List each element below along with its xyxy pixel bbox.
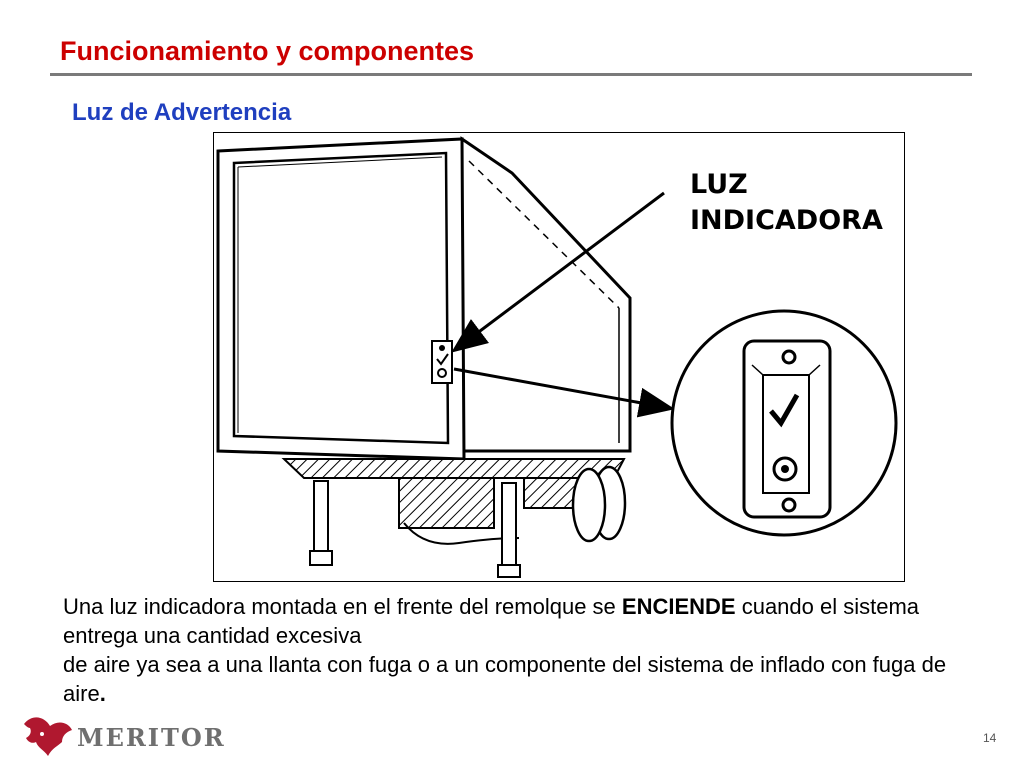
description-emphasis: ENCIENDE bbox=[621, 594, 736, 619]
description-period: . bbox=[99, 681, 106, 706]
slide-subtitle: Luz de Advertencia bbox=[72, 99, 292, 126]
bull-icon bbox=[24, 717, 72, 756]
title-divider bbox=[50, 73, 972, 76]
trailer-body bbox=[218, 139, 630, 459]
trailer-illustration bbox=[213, 132, 905, 582]
callout-label-line1: LUZ bbox=[690, 169, 748, 200]
logo-wordmark: MERITOR bbox=[77, 723, 226, 752]
warning-light-small bbox=[432, 341, 452, 383]
meritor-logo bbox=[20, 712, 250, 764]
warning-light-detail bbox=[672, 311, 896, 535]
page-number: 14 bbox=[983, 731, 997, 745]
undercarriage bbox=[284, 459, 625, 577]
slide-title: Funcionamiento y componentes bbox=[60, 36, 475, 66]
callout-label-line2: INDICADORA bbox=[690, 205, 883, 236]
description-part1: Una luz indicadora montada en el frente del remolque se bbox=[63, 594, 622, 619]
description-part2: cuando el sistema entrega una cantidad excesiva bbox=[63, 594, 920, 648]
description-part3: de aire ya sea a una llanta con fuga o a un componente del sistema de inflado con fuga de aire bbox=[63, 652, 947, 706]
description-text bbox=[63, 592, 983, 708]
